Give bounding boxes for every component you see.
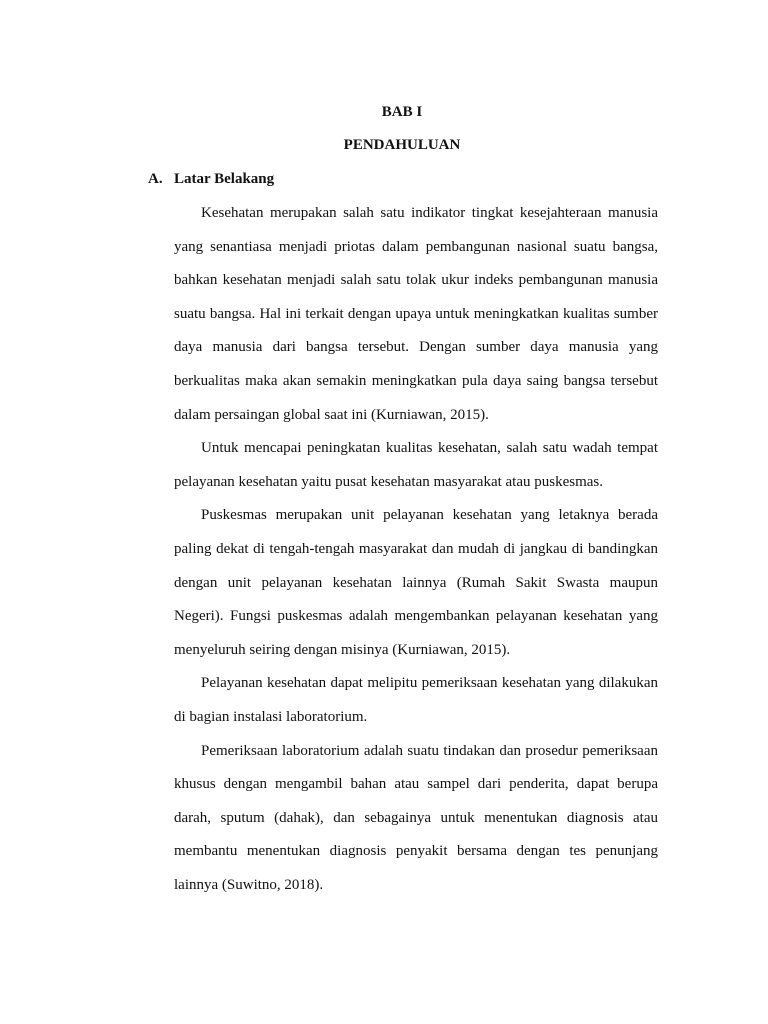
section-heading bbox=[148, 171, 274, 188]
paragraph: Untuk mencapai peningkatan kualitas kesehatan, salah satu wadah tempat pelayanan kesehatan yaitu pusat kesehatan masyarakat atau puskesmas. bbox=[174, 440, 658, 490]
chapter-title: PENDAHULUAN bbox=[343, 137, 461, 153]
section-title: Latar Belakang bbox=[174, 171, 275, 187]
paragraph: Puskesmas merupakan unit pelayanan kesehatan yang letaknya berada paling dekat di tengah-tengah masyarakat dan mudah di jangkau di bandingkan dengan unit pelayanan kesehatan lainnya (Rumah Sakit Swasta maupun Negeri). Fungsi puskesmas adalah mengembankan pelayanan kesehatan yang menyeluruh seiring dengan misinya (Kurniawan, 2015). bbox=[174, 507, 658, 658]
chapter-number: BAB I bbox=[381, 104, 423, 120]
paragraph: Pemeriksaan laboratorium adalah suatu tindakan dan prosedur pemeriksaan khusus dengan mengambil bahan atau sampel dari penderita, dapat berupa darah, sputum (dahak), dan sebagainya untuk menentukan diagnosis atau membantu menentukan diagnosis penyakit bersama dengan tes penunjang lainnya (Suwitno, 2018). bbox=[174, 742, 658, 893]
body-text bbox=[174, 197, 658, 902]
section-letter: A. bbox=[148, 171, 163, 187]
paragraph: Kesehatan merupakan salah satu indikator tingkat kesejahteraan manusia yang senantiasa menjadi priotas dalam pembangunan nasional suatu bangsa, bahkan kesehatan menjadi salah satu tolak ukur indeks pembangunan manusia suatu bangsa. Hal ini terkait dengan upaya untuk meningkatkan kualitas sumber daya manusia dari bangsa tersebut. Dengan sumber daya manusia yang berkualitas maka akan semakin meningkatkan pula daya saing bangsa tersebut dalam persaingan global saat ini (Kurniawan, 2015). bbox=[174, 205, 658, 423]
paragraph: Pelayanan kesehatan dapat melipitu pemeriksaan kesehatan yang dilakukan di bagian instalasi laboratorium. bbox=[174, 675, 658, 725]
